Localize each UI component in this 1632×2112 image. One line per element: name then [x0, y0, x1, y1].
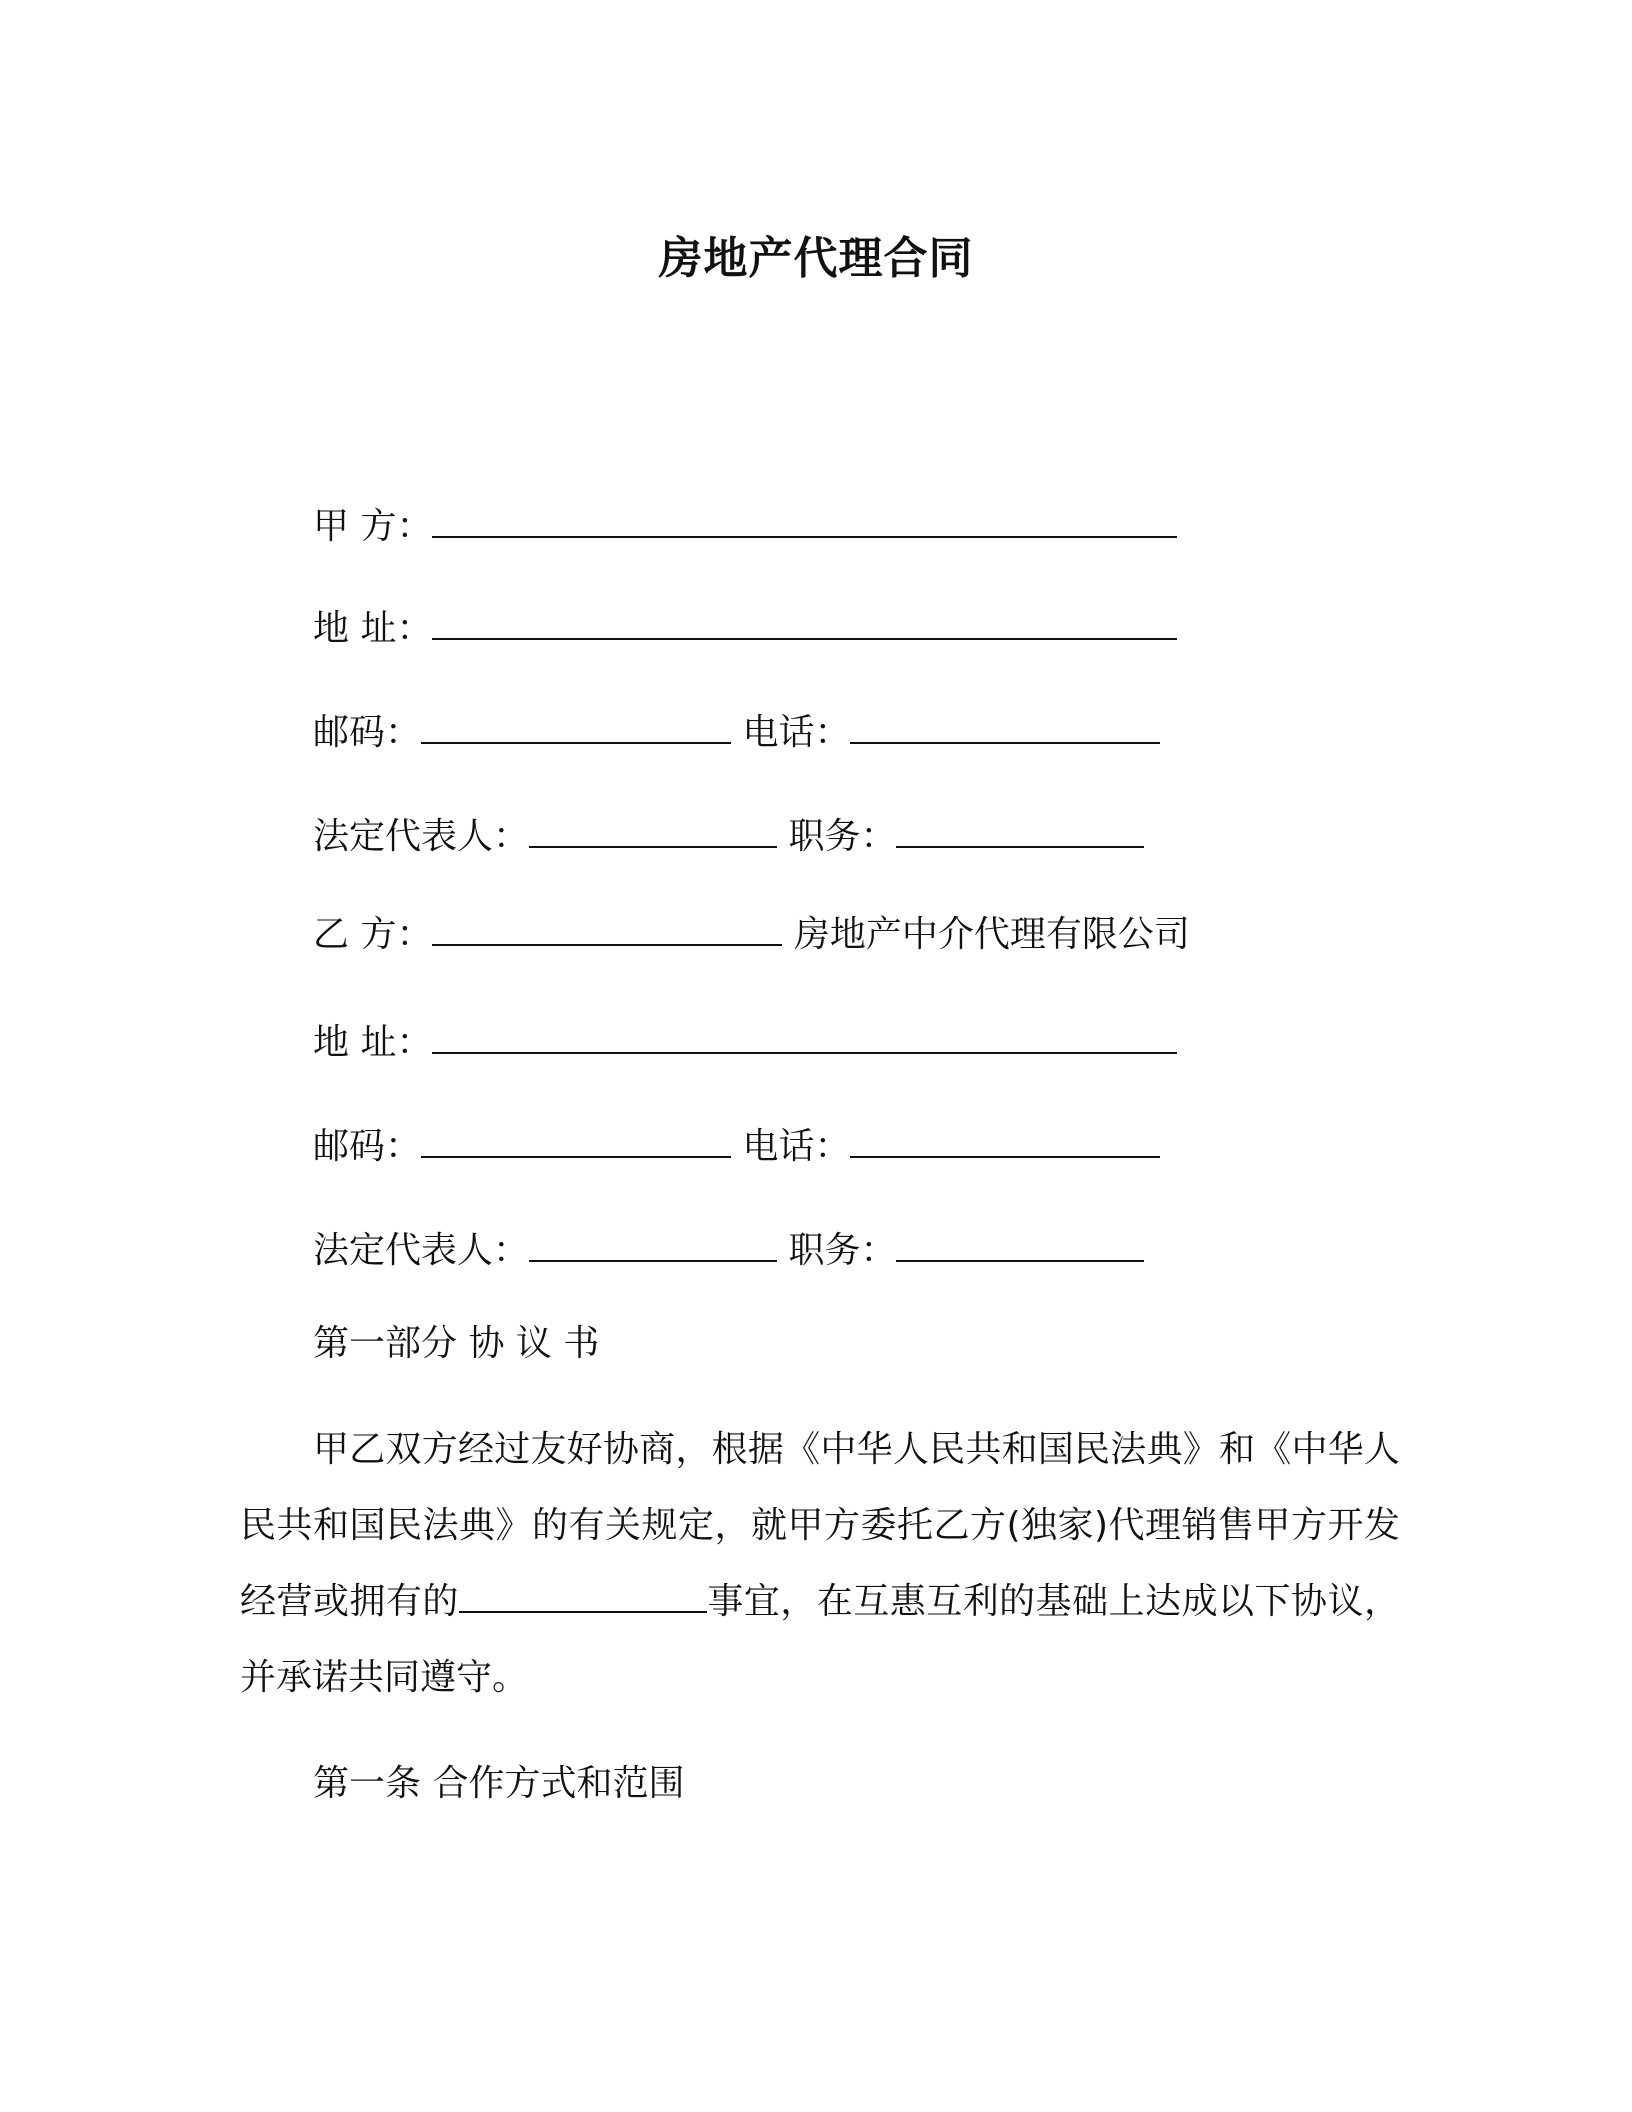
party-b-rep-label: 法定代表人：	[313, 1230, 530, 1271]
party-b-phone-label: 电话：	[742, 1126, 851, 1167]
party-a-phone-blank	[850, 708, 1160, 744]
party-b-name-label: 乙 方：	[313, 914, 433, 955]
party-a-phone-label: 电话：	[742, 712, 851, 753]
party-b-position-blank	[896, 1226, 1144, 1262]
party-a-zip-label: 邮码：	[313, 712, 422, 753]
party-a-address-blank	[432, 604, 1177, 640]
party-a-rep-blank	[529, 812, 777, 848]
party-b-phone-blank	[850, 1122, 1160, 1158]
party-a-position-label: 职务：	[788, 816, 897, 857]
party-b-rep-blank	[529, 1226, 777, 1262]
party-a-rep-row	[313, 812, 1144, 859]
party-a-position-blank	[896, 812, 1144, 848]
party-b-contact-row	[313, 1122, 1160, 1169]
intro-text-after-blank: 事宜，在互惠互利的基础上达成以下协议，并承诺共同遵守。	[240, 1581, 1400, 1698]
party-a-name-label: 甲 方：	[313, 506, 433, 547]
party-a-rep-label: 法定代表人：	[313, 816, 530, 857]
party-a-zip-blank	[421, 708, 731, 744]
party-b-address-row	[313, 1018, 1177, 1065]
party-a-contact-row	[313, 708, 1160, 755]
article-one-heading: 第一条 合作方式和范围	[313, 1763, 685, 1804]
party-b-address-blank	[432, 1018, 1177, 1054]
intro-paragraph	[240, 1412, 1400, 1716]
party-a-name-blank	[432, 502, 1177, 538]
party-b-zip-blank	[421, 1122, 731, 1158]
party-b-name-suffix: 房地产中介代理有限公司	[793, 914, 1190, 955]
intro-text-before-blank: 甲乙双方经过友好协商，根据《中华人民共和国民法典》和《中华人民共和国民法典》的有关规定，就甲方委托乙方(独家)代理销售甲方开发经营或拥有的	[240, 1429, 1400, 1622]
document-title: 房地产代理合同	[658, 233, 974, 284]
intro-item-blank	[459, 1581, 707, 1613]
party-b-rep-row	[313, 1226, 1144, 1273]
party-a-address-row	[313, 604, 1177, 651]
party-b-zip-label: 邮码：	[313, 1126, 422, 1167]
party-a-name-row	[313, 502, 1177, 549]
party-b-address-label: 地 址：	[313, 1022, 433, 1063]
party-a-address-label: 地 址：	[313, 608, 433, 649]
part-one-heading: 第一部分 协 议 书	[313, 1323, 600, 1364]
party-b-position-label: 职务：	[788, 1230, 897, 1271]
party-b-name-row	[313, 910, 1190, 957]
party-b-name-blank	[432, 910, 782, 946]
